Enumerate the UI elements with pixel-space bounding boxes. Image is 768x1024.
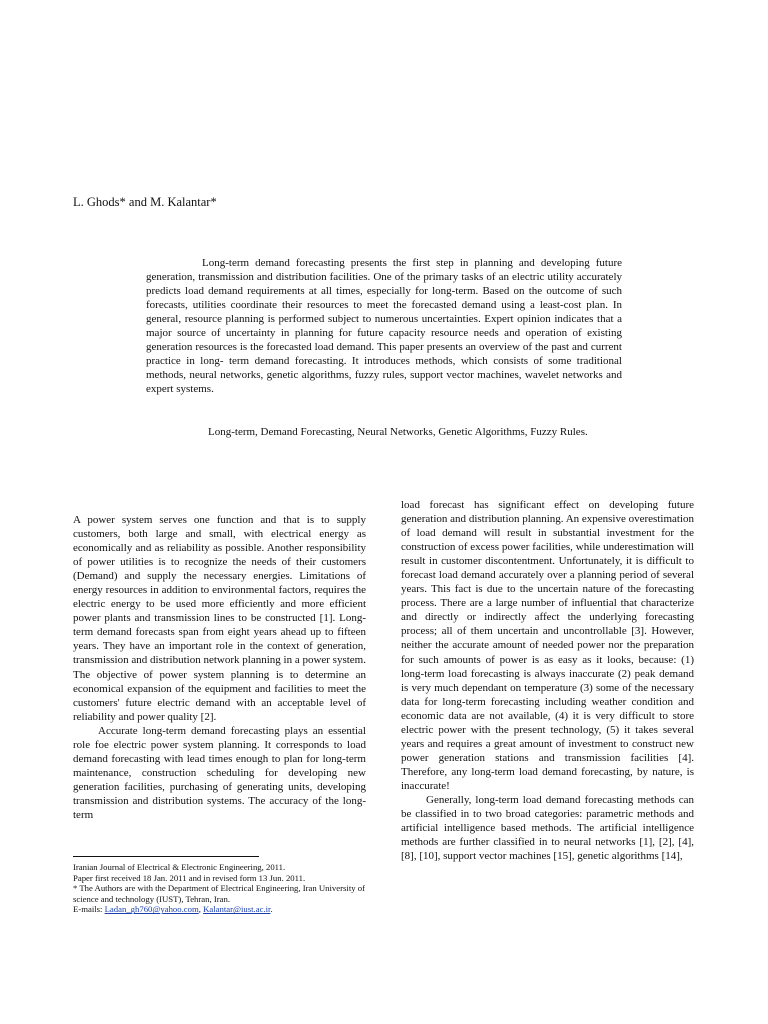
left-paragraph-2: Accurate long-term demand forecasting plays an essential role foe electric power system planning. It corresponds to load demand forecasting with lead times enough to plan for long-term maintenance, construction scheduling for developing new generation facilities, purchasing of generating units, developing transmission and distribution systems. The accuracy of the long-term [73,724,366,821]
footnote [73,862,373,915]
footnote-journal: Iranian Journal of Electrical & Electronic Engineering, 2011. [73,862,286,872]
footnote-divider [73,856,259,857]
emails-label: E-mails: [73,904,105,915]
keywords-text: Long-term, Demand Forecasting, Neural Networks, Genetic Algorithms, Fuzzy Rules. [208,426,588,438]
email-link-kalantar[interactable]: Kalantar@iust.ac.ir [203,904,271,915]
footnote-received: Paper first received 18 Jan. 2011 and in revised form 13 Jun. 2011. [73,872,306,883]
footnote-emails [73,904,373,915]
email-separator: , [198,904,204,915]
left-paragraph-1: A power system serves one function and that is to supply customers, both large and small, with electrical energy as economically and as reliability as possible. Another responsibility of power utilities is to recognize the needs of their customers (Demand) and supply the necessary energies. Limitations of energy resources in addition to environmental factors, requires the electric energy to be used more efficiently and more efficient power plants and transmission lines to be constructed [1]. Long-term demand forecasts span from eight years ahead up to fifteen years. They have an important role in the context of generation, transmission and distribution network planning in a power system. The objective of power system planning is to determine an economical expansion of the equipment and facilities to meet the customers' future electric demand with an acceptable level of reliability and power quality [2]. [73,514,366,723]
abstract-text: Long-term demand forecasting presents the first step in planning and developing future generation, transmission and distribution facilities. One of the primary tasks of an electric utility accurately predicts load demand requirements at all times, especially for long-term. Based on the outcome of such forecasts, utilities coordinate their resources to meet the forecasted demand using a least-cost plan. In general, resource planning is performed subject to numerous uncertainties. Expert opinion indicates that a major source of uncertainty in planning for future capacity resource needs and operation of existing generation resources is the forecasted load demand. This paper presents an overview of the past and current practice in long- term demand forecasting. It introduces methods, which consists of some traditional methods, neural networks, genetic algorithms, fuzzy rules, support vector machines, wavelet networks and expert systems. [146,257,622,396]
right-paragraph-1: load forecast has significant effect on developing future generation and distribution planning. An expensive overestimation of load demand will result in substantial investment for the construction of excess power facilities, while underestimation will result in customer discontentment. Unfortunately, it is difficult to forecast load demand accurately over a planning period of several years. This fact is due to the uncertain nature of the forecasting process. There are a large number of influential that characterize and directly or indirectly affect the underlying forecasting process; all of them uncertain and uncontrollable [3]. However, neither the accurate amount of needed power nor the preparation for such amounts of power is as easy as it looks, because: (1) long-term load forecasting is always inaccurate (2) peak demand is very much dependant on temperature (3) some of the necessary data for long-term forecasting including weather condition and economic data are not available, (4) it is very difficult to store electric power with the present technology, (5) it takes several years and requires a great amount of investment to construct new power generation stations and transmission facilities [4]. Therefore, any long-term load demand forecasting, by nature, is inaccurate! [401,499,694,792]
author-line: L. Ghods* and M. Kalantar* [73,195,217,209]
email-end: . [270,904,273,915]
right-paragraph-2: Generally, long-term load demand forecasting methods can be classified in to two broad categories: parametric methods and artificial intelligence based methods. The artificial intelligence methods are further classified in to neural networks [1], [2], [4], [8], [10], support vector machines [15], genetic algorithms [14], [401,793,694,863]
left-column [73,513,366,822]
email-link-ghods[interactable]: Ladan_gh760@yahoo.com [104,904,199,915]
right-column [401,498,694,863]
footnote-affiliation: * The Authors are with the Department of Electrical Engineering, Iran University of science and technology (IUST), Tehran, Iran. [73,883,365,904]
